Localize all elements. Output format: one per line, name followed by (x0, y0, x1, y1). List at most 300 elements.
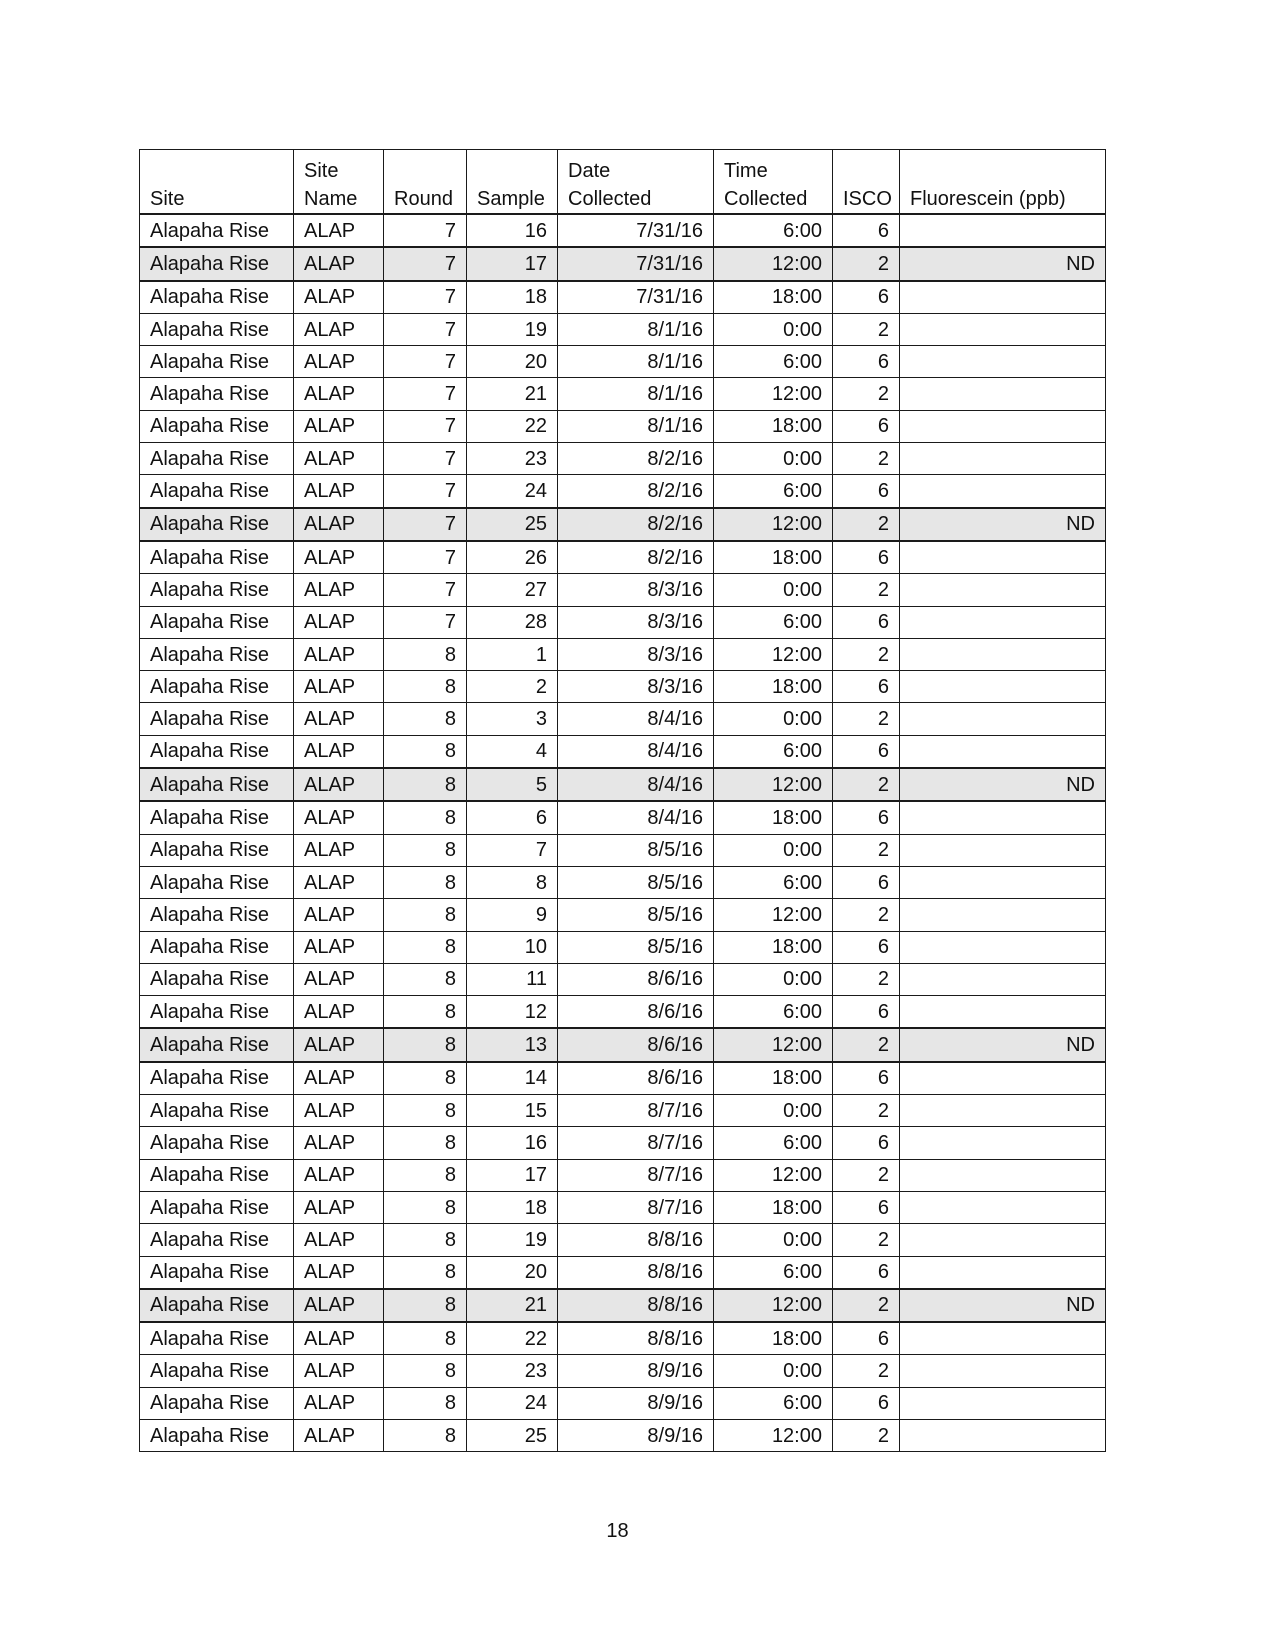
cell-site-name: ALAP (294, 1224, 384, 1256)
cell-isco: 2 (833, 1289, 900, 1322)
cell-fluorescein (900, 378, 1106, 410)
cell-site: Alapaha Rise (140, 996, 294, 1029)
cell-fluorescein (900, 834, 1106, 866)
cell-round: 8 (384, 703, 467, 735)
cell-site: Alapaha Rise (140, 475, 294, 508)
cell-time-collected: 6:00 (714, 1127, 833, 1159)
cell-fluorescein (900, 214, 1106, 247)
header-time-collected: Time Collected (714, 150, 833, 215)
table-row (140, 1127, 1106, 1159)
cell-date-collected: 8/5/16 (558, 899, 714, 931)
table-body (140, 214, 1106, 1452)
cell-round: 7 (384, 541, 467, 574)
cell-fluorescein (900, 866, 1106, 898)
cell-site: Alapaha Rise (140, 963, 294, 995)
cell-sample: 20 (467, 346, 558, 378)
cell-fluorescein (900, 703, 1106, 735)
cell-sample: 18 (467, 281, 558, 314)
cell-time-collected: 18:00 (714, 281, 833, 314)
cell-date-collected: 8/5/16 (558, 866, 714, 898)
cell-date-collected: 8/5/16 (558, 931, 714, 963)
table-row (140, 1159, 1106, 1191)
cell-isco: 2 (833, 508, 900, 541)
cell-round: 8 (384, 1159, 467, 1191)
table-row (140, 1289, 1106, 1322)
cell-time-collected: 6:00 (714, 1256, 833, 1289)
header-site-name: Site Name (294, 150, 384, 215)
cell-date-collected: 8/4/16 (558, 703, 714, 735)
cell-isco: 2 (833, 378, 900, 410)
cell-time-collected: 12:00 (714, 1028, 833, 1061)
table-row (140, 931, 1106, 963)
cell-round: 8 (384, 735, 467, 768)
cell-sample: 25 (467, 1419, 558, 1451)
cell-time-collected: 0:00 (714, 574, 833, 606)
cell-time-collected: 12:00 (714, 508, 833, 541)
cell-round: 8 (384, 1062, 467, 1095)
cell-date-collected: 8/3/16 (558, 638, 714, 670)
cell-fluorescein (900, 899, 1106, 931)
header-fluorescein: Fluorescein (ppb) (900, 150, 1106, 215)
cell-sample: 23 (467, 443, 558, 475)
cell-site-name: ALAP (294, 1387, 384, 1419)
cell-time-collected: 6:00 (714, 1387, 833, 1419)
cell-round: 8 (384, 1419, 467, 1451)
cell-site-name: ALAP (294, 1355, 384, 1387)
cell-round: 8 (384, 866, 467, 898)
cell-site-name: ALAP (294, 247, 384, 280)
cell-isco: 2 (833, 1419, 900, 1451)
cell-fluorescein (900, 931, 1106, 963)
cell-round: 8 (384, 1322, 467, 1355)
cell-site: Alapaha Rise (140, 1256, 294, 1289)
cell-time-collected: 6:00 (714, 606, 833, 638)
cell-time-collected: 18:00 (714, 1322, 833, 1355)
cell-site: Alapaha Rise (140, 443, 294, 475)
cell-date-collected: 8/2/16 (558, 443, 714, 475)
cell-round: 7 (384, 313, 467, 345)
cell-site-name: ALAP (294, 1419, 384, 1451)
cell-fluorescein (900, 443, 1106, 475)
cell-date-collected: 8/1/16 (558, 313, 714, 345)
cell-site: Alapaha Rise (140, 574, 294, 606)
cell-site: Alapaha Rise (140, 508, 294, 541)
cell-round: 8 (384, 963, 467, 995)
cell-site-name: ALAP (294, 281, 384, 314)
table-row (140, 1224, 1106, 1256)
cell-time-collected: 0:00 (714, 963, 833, 995)
cell-fluorescein (900, 1419, 1106, 1451)
cell-date-collected: 8/1/16 (558, 378, 714, 410)
cell-site-name: ALAP (294, 475, 384, 508)
cell-sample: 28 (467, 606, 558, 638)
cell-round: 8 (384, 1191, 467, 1223)
cell-isco: 2 (833, 1028, 900, 1061)
cell-isco: 2 (833, 1159, 900, 1191)
cell-date-collected: 8/8/16 (558, 1289, 714, 1322)
table-row (140, 214, 1106, 247)
cell-isco: 6 (833, 475, 900, 508)
cell-site-name: ALAP (294, 801, 384, 834)
cell-date-collected: 8/9/16 (558, 1355, 714, 1387)
cell-site: Alapaha Rise (140, 768, 294, 801)
cell-time-collected: 12:00 (714, 1289, 833, 1322)
cell-fluorescein (900, 1322, 1106, 1355)
cell-site-name: ALAP (294, 768, 384, 801)
cell-site-name: ALAP (294, 1127, 384, 1159)
table-row (140, 1062, 1106, 1095)
cell-isco: 2 (833, 313, 900, 345)
cell-date-collected: 7/31/16 (558, 247, 714, 280)
cell-round: 7 (384, 281, 467, 314)
cell-site: Alapaha Rise (140, 931, 294, 963)
cell-round: 7 (384, 378, 467, 410)
cell-date-collected: 7/31/16 (558, 214, 714, 247)
cell-round: 7 (384, 508, 467, 541)
cell-round: 7 (384, 214, 467, 247)
cell-round: 8 (384, 931, 467, 963)
cell-date-collected: 8/5/16 (558, 834, 714, 866)
cell-isco: 6 (833, 671, 900, 703)
cell-round: 8 (384, 996, 467, 1029)
cell-time-collected: 18:00 (714, 1062, 833, 1095)
table-row (140, 1191, 1106, 1223)
cell-sample: 7 (467, 834, 558, 866)
cell-site-name: ALAP (294, 346, 384, 378)
cell-isco: 2 (833, 1355, 900, 1387)
cell-isco: 2 (833, 443, 900, 475)
cell-time-collected: 0:00 (714, 703, 833, 735)
cell-isco: 2 (833, 1224, 900, 1256)
table-row (140, 1256, 1106, 1289)
table-row (140, 1387, 1106, 1419)
cell-fluorescein (900, 638, 1106, 670)
cell-time-collected: 0:00 (714, 443, 833, 475)
cell-isco: 6 (833, 1062, 900, 1095)
cell-round: 8 (384, 1095, 467, 1127)
cell-site-name: ALAP (294, 1095, 384, 1127)
cell-time-collected: 6:00 (714, 735, 833, 768)
cell-round: 8 (384, 1387, 467, 1419)
cell-date-collected: 8/8/16 (558, 1322, 714, 1355)
cell-site-name: ALAP (294, 1322, 384, 1355)
cell-sample: 14 (467, 1062, 558, 1095)
cell-isco: 2 (833, 963, 900, 995)
table-row (140, 281, 1106, 314)
cell-site-name: ALAP (294, 214, 384, 247)
cell-isco: 6 (833, 931, 900, 963)
cell-site-name: ALAP (294, 410, 384, 442)
cell-round: 8 (384, 1028, 467, 1061)
cell-fluorescein (900, 1095, 1106, 1127)
cell-site: Alapaha Rise (140, 735, 294, 768)
cell-sample: 1 (467, 638, 558, 670)
cell-date-collected: 8/2/16 (558, 541, 714, 574)
cell-sample: 9 (467, 899, 558, 931)
cell-round: 7 (384, 443, 467, 475)
sample-table (139, 149, 1106, 1452)
cell-date-collected: 8/7/16 (558, 1127, 714, 1159)
header-site: Site (140, 150, 294, 215)
cell-site-name: ALAP (294, 1062, 384, 1095)
cell-site: Alapaha Rise (140, 1224, 294, 1256)
cell-time-collected: 12:00 (714, 638, 833, 670)
table-row (140, 1419, 1106, 1451)
cell-site: Alapaha Rise (140, 1355, 294, 1387)
cell-date-collected: 8/6/16 (558, 996, 714, 1029)
cell-sample: 19 (467, 313, 558, 345)
table-row (140, 313, 1106, 345)
cell-site-name: ALAP (294, 866, 384, 898)
cell-date-collected: 8/2/16 (558, 475, 714, 508)
cell-site: Alapaha Rise (140, 346, 294, 378)
cell-date-collected: 8/9/16 (558, 1419, 714, 1451)
cell-date-collected: 8/4/16 (558, 735, 714, 768)
table-row (140, 541, 1106, 574)
cell-round: 8 (384, 768, 467, 801)
cell-time-collected: 12:00 (714, 1419, 833, 1451)
cell-date-collected: 8/3/16 (558, 671, 714, 703)
cell-site: Alapaha Rise (140, 541, 294, 574)
cell-site: Alapaha Rise (140, 899, 294, 931)
header-row (140, 150, 1106, 215)
cell-isco: 6 (833, 541, 900, 574)
cell-fluorescein: ND (900, 1289, 1106, 1322)
cell-isco: 2 (833, 638, 900, 670)
cell-isco: 2 (833, 247, 900, 280)
cell-sample: 18 (467, 1191, 558, 1223)
cell-round: 7 (384, 346, 467, 378)
cell-date-collected: 8/8/16 (558, 1224, 714, 1256)
cell-time-collected: 18:00 (714, 671, 833, 703)
cell-isco: 6 (833, 996, 900, 1029)
cell-date-collected: 8/7/16 (558, 1095, 714, 1127)
cell-sample: 6 (467, 801, 558, 834)
cell-site-name: ALAP (294, 378, 384, 410)
cell-sample: 13 (467, 1028, 558, 1061)
cell-site: Alapaha Rise (140, 1095, 294, 1127)
cell-site-name: ALAP (294, 1028, 384, 1061)
cell-site-name: ALAP (294, 606, 384, 638)
cell-fluorescein (900, 410, 1106, 442)
cell-isco: 6 (833, 346, 900, 378)
cell-site-name: ALAP (294, 703, 384, 735)
cell-fluorescein (900, 671, 1106, 703)
cell-time-collected: 18:00 (714, 931, 833, 963)
cell-date-collected: 8/4/16 (558, 801, 714, 834)
table-row (140, 801, 1106, 834)
cell-round: 8 (384, 1289, 467, 1322)
cell-time-collected: 12:00 (714, 768, 833, 801)
cell-sample: 2 (467, 671, 558, 703)
cell-site: Alapaha Rise (140, 410, 294, 442)
cell-date-collected: 8/3/16 (558, 606, 714, 638)
cell-site-name: ALAP (294, 963, 384, 995)
cell-site: Alapaha Rise (140, 378, 294, 410)
cell-site-name: ALAP (294, 1256, 384, 1289)
cell-date-collected: 8/3/16 (558, 574, 714, 606)
cell-site: Alapaha Rise (140, 1127, 294, 1159)
cell-isco: 2 (833, 1095, 900, 1127)
cell-isco: 6 (833, 801, 900, 834)
table-row (140, 834, 1106, 866)
cell-site-name: ALAP (294, 735, 384, 768)
cell-date-collected: 8/7/16 (558, 1191, 714, 1223)
cell-isco: 2 (833, 574, 900, 606)
cell-site: Alapaha Rise (140, 1191, 294, 1223)
cell-round: 8 (384, 638, 467, 670)
cell-site: Alapaha Rise (140, 866, 294, 898)
cell-fluorescein (900, 963, 1106, 995)
cell-sample: 20 (467, 1256, 558, 1289)
cell-site-name: ALAP (294, 1191, 384, 1223)
cell-sample: 23 (467, 1355, 558, 1387)
cell-time-collected: 0:00 (714, 834, 833, 866)
cell-site: Alapaha Rise (140, 834, 294, 866)
cell-fluorescein (900, 1387, 1106, 1419)
cell-round: 7 (384, 247, 467, 280)
cell-site-name: ALAP (294, 574, 384, 606)
cell-fluorescein (900, 1159, 1106, 1191)
cell-fluorescein (900, 281, 1106, 314)
cell-time-collected: 6:00 (714, 214, 833, 247)
cell-site: Alapaha Rise (140, 638, 294, 670)
cell-isco: 6 (833, 735, 900, 768)
cell-site: Alapaha Rise (140, 671, 294, 703)
table-row (140, 508, 1106, 541)
cell-site: Alapaha Rise (140, 247, 294, 280)
cell-fluorescein (900, 996, 1106, 1029)
cell-time-collected: 0:00 (714, 1224, 833, 1256)
cell-sample: 15 (467, 1095, 558, 1127)
cell-date-collected: 7/31/16 (558, 281, 714, 314)
cell-date-collected: 8/9/16 (558, 1387, 714, 1419)
cell-isco: 6 (833, 1191, 900, 1223)
header-round: Round (384, 150, 467, 215)
cell-sample: 26 (467, 541, 558, 574)
table-row (140, 574, 1106, 606)
cell-sample: 5 (467, 768, 558, 801)
table-row (140, 899, 1106, 931)
cell-fluorescein: ND (900, 768, 1106, 801)
table-row (140, 410, 1106, 442)
cell-isco: 6 (833, 1322, 900, 1355)
cell-fluorescein (900, 801, 1106, 834)
cell-round: 8 (384, 1127, 467, 1159)
table-row (140, 1322, 1106, 1355)
cell-sample: 4 (467, 735, 558, 768)
cell-fluorescein (900, 1355, 1106, 1387)
cell-time-collected: 12:00 (714, 1159, 833, 1191)
table-row (140, 378, 1106, 410)
cell-site: Alapaha Rise (140, 801, 294, 834)
cell-sample: 12 (467, 996, 558, 1029)
cell-site: Alapaha Rise (140, 313, 294, 345)
cell-fluorescein (900, 346, 1106, 378)
cell-sample: 3 (467, 703, 558, 735)
cell-round: 8 (384, 801, 467, 834)
cell-fluorescein (900, 1062, 1106, 1095)
cell-sample: 21 (467, 378, 558, 410)
cell-sample: 24 (467, 1387, 558, 1419)
cell-site: Alapaha Rise (140, 1289, 294, 1322)
cell-time-collected: 12:00 (714, 247, 833, 280)
cell-sample: 19 (467, 1224, 558, 1256)
cell-site: Alapaha Rise (140, 606, 294, 638)
header-sample: Sample (467, 150, 558, 215)
cell-sample: 11 (467, 963, 558, 995)
cell-site: Alapaha Rise (140, 1419, 294, 1451)
cell-isco: 6 (833, 214, 900, 247)
table-row (140, 1095, 1106, 1127)
cell-date-collected: 8/8/16 (558, 1256, 714, 1289)
table-row (140, 638, 1106, 670)
cell-date-collected: 8/1/16 (558, 346, 714, 378)
cell-site: Alapaha Rise (140, 1322, 294, 1355)
cell-round: 7 (384, 475, 467, 508)
cell-time-collected: 18:00 (714, 410, 833, 442)
cell-fluorescein (900, 541, 1106, 574)
cell-site-name: ALAP (294, 508, 384, 541)
cell-sample: 22 (467, 410, 558, 442)
cell-isco: 6 (833, 281, 900, 314)
cell-fluorescein (900, 1127, 1106, 1159)
cell-date-collected: 8/2/16 (558, 508, 714, 541)
cell-round: 8 (384, 834, 467, 866)
cell-isco: 2 (833, 768, 900, 801)
cell-time-collected: 6:00 (714, 475, 833, 508)
table-row (140, 346, 1106, 378)
cell-sample: 22 (467, 1322, 558, 1355)
cell-isco: 2 (833, 899, 900, 931)
cell-time-collected: 12:00 (714, 378, 833, 410)
cell-site-name: ALAP (294, 1289, 384, 1322)
cell-date-collected: 8/6/16 (558, 963, 714, 995)
cell-site: Alapaha Rise (140, 281, 294, 314)
cell-fluorescein (900, 606, 1106, 638)
cell-isco: 6 (833, 1127, 900, 1159)
cell-time-collected: 6:00 (714, 996, 833, 1029)
cell-sample: 21 (467, 1289, 558, 1322)
cell-isco: 6 (833, 866, 900, 898)
cell-round: 8 (384, 1355, 467, 1387)
cell-date-collected: 8/6/16 (558, 1028, 714, 1061)
cell-site: Alapaha Rise (140, 214, 294, 247)
cell-sample: 8 (467, 866, 558, 898)
cell-isco: 6 (833, 606, 900, 638)
cell-sample: 25 (467, 508, 558, 541)
table-row (140, 443, 1106, 475)
cell-site-name: ALAP (294, 313, 384, 345)
cell-site-name: ALAP (294, 834, 384, 866)
page-number: 18 (606, 1520, 629, 1542)
cell-time-collected: 6:00 (714, 346, 833, 378)
cell-time-collected: 18:00 (714, 541, 833, 574)
cell-date-collected: 8/7/16 (558, 1159, 714, 1191)
table-row (140, 735, 1106, 768)
cell-site: Alapaha Rise (140, 1159, 294, 1191)
cell-fluorescein (900, 1256, 1106, 1289)
cell-date-collected: 8/4/16 (558, 768, 714, 801)
cell-time-collected: 18:00 (714, 801, 833, 834)
cell-fluorescein (900, 735, 1106, 768)
cell-site-name: ALAP (294, 1159, 384, 1191)
cell-isco: 2 (833, 834, 900, 866)
cell-sample: 17 (467, 1159, 558, 1191)
table-row (140, 996, 1106, 1029)
cell-time-collected: 0:00 (714, 1355, 833, 1387)
cell-date-collected: 8/1/16 (558, 410, 714, 442)
